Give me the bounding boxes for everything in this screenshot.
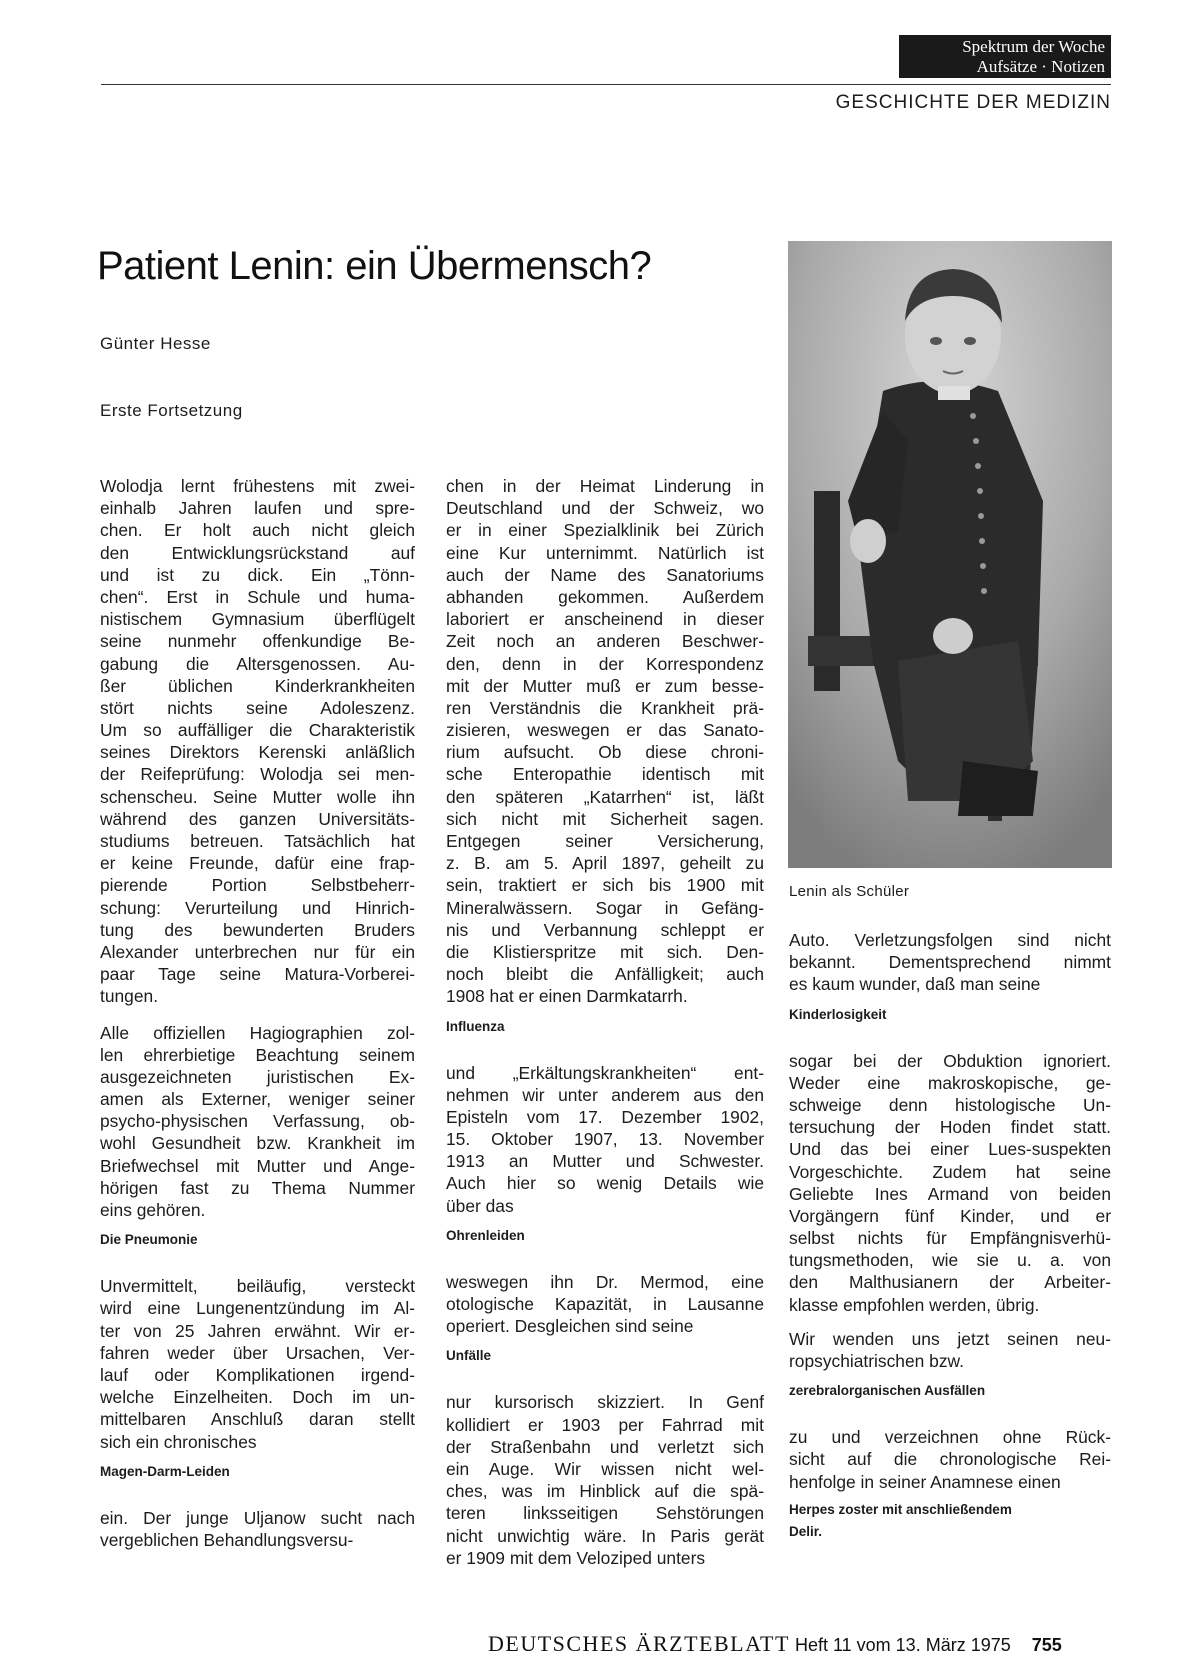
text-line: klasse empfohlen werden, übrig. xyxy=(789,1294,1040,1315)
text-line: Geliebte Ines Armand von beiden xyxy=(789,1183,1111,1204)
text-line: Vorgängern fünf Kinder, und er xyxy=(789,1205,1111,1226)
subheading: Delir. xyxy=(789,1523,823,1539)
text-line: nistischem Gymnasium überflügelt xyxy=(100,609,415,630)
text-line: psycho-physischen Verfassung, ob- xyxy=(100,1111,415,1132)
text-line: schenscheu. Seine Mutter wolle ihn xyxy=(100,786,415,807)
paragraph xyxy=(100,1022,415,1222)
subheading: zerebralorganischen Ausfällen xyxy=(789,1383,986,1399)
text-line: otologische Kapazität, in Lausanne xyxy=(446,1294,764,1314)
page-footer xyxy=(488,1631,1062,1657)
text-line: den späteren „Katarrhen“ ist, läßt xyxy=(446,786,764,807)
text-line: sicht auf die chronologische Rei- xyxy=(789,1449,1111,1470)
portrait-illustration xyxy=(788,241,1112,868)
text-line: sogar bei der Obduktion ignoriert. xyxy=(789,1050,1111,1071)
text-line: ßer üblichen Kinderkrankheiten xyxy=(100,675,415,696)
text-line: fahren weder über Ursachen, Ver- xyxy=(100,1342,415,1363)
text-line: lauf oder Komplikationen irgend- xyxy=(100,1364,415,1385)
paragraph xyxy=(789,1050,1111,1316)
subheading: Ohrenleiden xyxy=(446,1227,525,1243)
subheading: Magen-Darm-Leiden xyxy=(100,1463,230,1479)
text-line: mit der Mutter muß er zum besse- xyxy=(446,675,764,696)
paragraph xyxy=(446,1062,764,1217)
text-line: z. B. am 5. April 1897, geheilt zu xyxy=(446,853,764,874)
paragraph xyxy=(789,1328,1111,1372)
text-line: Alexander unterbrechen nur für ein xyxy=(100,941,415,962)
paragraph xyxy=(100,1507,415,1551)
text-line: die Klistierspritze mit sich. Den- xyxy=(446,941,764,962)
issue-info: Heft 11 vom 13. März 1975 xyxy=(794,1635,1011,1655)
page-number: 755 xyxy=(1031,1635,1062,1655)
text-line: tung des bewunderten Bruders xyxy=(100,919,415,940)
text-line: 15. Oktober 1907, 13. November xyxy=(446,1129,764,1150)
text-line: schweige denn histologische Un- xyxy=(789,1094,1111,1115)
text-line: schung: Verurteilung und Hinrich- xyxy=(100,897,415,918)
text-line: sein, traktiert er sich bis 1900 mit xyxy=(446,875,764,896)
text-line: ropsychiatrischen bzw. xyxy=(789,1351,964,1371)
text-line: ein. Der junge Uljanow sucht nach xyxy=(100,1507,415,1528)
text-line: zisieren, weswegen er das Sanato- xyxy=(446,720,764,741)
text-line: sich ein chronisches xyxy=(100,1431,257,1452)
badge-line-2: Aufsätze · Notizen xyxy=(976,57,1105,76)
text-line: tungsmethoden, wie sie u. a. von xyxy=(789,1250,1111,1271)
text-line: eins gehören. xyxy=(100,1200,206,1220)
text-line: eine Kur unternimmt. Natürlich ist xyxy=(446,542,764,563)
text-line: ter von 25 Jahren erwähnt. Wir er- xyxy=(100,1320,415,1341)
text-line: Zeit noch an anderen Beschwer- xyxy=(446,631,764,652)
text-line: Um so auffälliger die Charakteristik xyxy=(100,720,415,741)
text-line: den Entwicklungsrückstand auf xyxy=(100,542,415,563)
text-line: chen. Er holt auch nicht gleich xyxy=(100,520,415,541)
subheading: Die Pneumonie xyxy=(100,1232,198,1248)
article-title: Patient Lenin: ein Übermensch? xyxy=(97,244,652,288)
subheading: Herpes zoster mit anschließendem xyxy=(789,1501,1012,1517)
text-line: Vorgeschichte. Zudem hat seine xyxy=(789,1161,1111,1182)
text-line: seines Direktors Kerenski anläßlich xyxy=(100,742,415,763)
paragraph xyxy=(789,1426,1111,1493)
text-line: vergeblichen Behandlungsversu- xyxy=(100,1529,354,1550)
text-line: stört nichts seine Adoleszenz. xyxy=(100,697,415,718)
subheading: Kinderlosigkeit xyxy=(789,1006,887,1022)
text-line: und ist zu dick. Ein „Tönn- xyxy=(100,564,415,585)
text-line: Und das bei einer Lues-suspekten xyxy=(789,1139,1111,1160)
portrait-photo xyxy=(788,241,1112,868)
text-line: Auch hier so wenig Details wie xyxy=(446,1173,764,1194)
text-line: operiert. Desgleichen sind seine xyxy=(446,1316,694,1337)
text-line: noch bleibt die Anfälligkeit; auch xyxy=(446,964,764,985)
text-line: henfolge in seiner Anamnese einen xyxy=(789,1471,1061,1492)
text-line: nicht unwichtig wäre. In Paris gerät xyxy=(446,1525,764,1546)
text-line: ren Verständnis die Krankheit prä- xyxy=(446,697,764,718)
text-line: Alle offiziellen Hagiographien zol- xyxy=(100,1022,415,1043)
subheading: Influenza xyxy=(446,1018,505,1034)
text-line: abhanden gekommen. Außerdem xyxy=(446,586,764,607)
text-line: er 1909 mit dem Veloziped unters xyxy=(446,1547,706,1568)
text-line: amen als Externer, weniger seiner xyxy=(100,1089,415,1110)
text-line: kollidiert er 1903 per Fahrrad mit xyxy=(446,1414,764,1435)
text-line: nis und Verbannung schleppt er xyxy=(446,919,764,940)
text-line: ein Auge. Wir wissen nicht wel- xyxy=(446,1458,764,1479)
text-line: laboriert er anscheinend in dieser xyxy=(446,609,764,630)
text-line: Deutschland und der Schweiz, wo xyxy=(446,498,764,519)
text-line: über das xyxy=(446,1195,514,1216)
text-line: ches, was im Hinblick auf die spä- xyxy=(446,1481,764,1502)
badge-line-1: Spektrum der Woche xyxy=(962,37,1105,56)
text-line: einhalb Jahren laufen und spre- xyxy=(100,498,415,519)
text-line: nehmen wir unter anderem aus den xyxy=(446,1084,764,1105)
text-line: studiums betreuen. Tatsächlich hat xyxy=(100,831,415,851)
text-line: rium aufsucht. Ob diese chroni- xyxy=(446,742,764,763)
text-line: der Reifeprüfung: Wolodja sei men- xyxy=(100,764,415,785)
journal-masthead: DEUTSCHES ÄRZTEBLATT xyxy=(488,1631,790,1656)
text-line: Auto. Verletzungsfolgen sind nicht xyxy=(789,930,1111,950)
section-badge xyxy=(899,35,1111,78)
paragraph xyxy=(100,475,415,1008)
text-line: teren linksseitigen Sehstörungen xyxy=(446,1503,764,1524)
text-line: sich nicht mit Sicherheit sagen. xyxy=(446,808,764,829)
text-line: zu und verzeichnen ohne Rück- xyxy=(789,1427,1111,1448)
header-rule xyxy=(101,84,1111,85)
text-line: Episteln vom 17. Dezember 1902, xyxy=(446,1106,764,1127)
text-line: auch der Name des Sanatoriums xyxy=(446,564,764,585)
paragraph xyxy=(446,475,764,1008)
text-line: Briefwechsel mit Mutter und Ange- xyxy=(100,1155,415,1176)
text-line: pierende Portion Selbstbeherr- xyxy=(100,875,415,896)
text-line: gabung die Altersgenossen. Au- xyxy=(100,653,415,674)
text-line: den, denn in der Korrespondenz xyxy=(446,653,764,674)
text-line: chen in der Heimat Linderung in xyxy=(446,476,764,496)
text-line: Wolodja lernt frühestens mit zwei- xyxy=(100,476,415,496)
column-1 xyxy=(100,475,415,1551)
text-line: 1913 an Mutter und Schwester. xyxy=(446,1151,764,1172)
text-line: hörigen fast zu Thema Nummer xyxy=(100,1177,415,1198)
text-line: er in einer Spezialklinik bei Zürich xyxy=(446,520,764,541)
text-line: seine nunmehr offenkundige Be- xyxy=(100,631,415,652)
text-line: weswegen ihn Dr. Mermod, eine xyxy=(446,1271,764,1292)
text-line: paar Tage seine Matura-Vorberei- xyxy=(100,964,415,985)
text-line: len ehrerbietige Beachtung seinem xyxy=(100,1044,415,1065)
author-name: Günter Hesse xyxy=(100,334,211,353)
text-line: er keine Freunde, dafür eine frap- xyxy=(100,853,415,874)
text-line: ausgezeichneten juristischen Ex- xyxy=(100,1066,415,1087)
text-line: Weder eine makroskopische, ge- xyxy=(789,1072,1111,1093)
section-heading: GESCHICHTE DER MEDIZIN xyxy=(835,92,1111,113)
column-2 xyxy=(446,475,764,1569)
paragraph xyxy=(789,929,1111,996)
text-line: chen“. Erst in Schule und huma- xyxy=(100,586,415,607)
text-line: welche Einzelheiten. Doch im un- xyxy=(100,1387,415,1408)
text-line: Entgegen seiner Versicherung, xyxy=(446,831,764,851)
article-subtitle: Erste Fortsetzung xyxy=(100,401,243,420)
paragraph xyxy=(446,1391,764,1569)
text-line: selbst nichts für Empfängnisverhü- xyxy=(789,1228,1111,1249)
text-line: tersuchung der Hoden findet statt. xyxy=(789,1117,1111,1138)
text-line: sche Enteropathie identisch mit xyxy=(446,764,764,785)
text-line: es kaum wunder, daß man seine xyxy=(789,974,1041,995)
text-line: Mineralwässern. Sogar in Gefäng- xyxy=(446,897,764,918)
text-line: während des ganzen Universitäts- xyxy=(100,808,415,829)
paragraph xyxy=(446,1271,764,1338)
column-3 xyxy=(789,929,1111,1543)
text-line: wohl Gesundheit bzw. Krankheit im xyxy=(100,1133,415,1154)
text-line: Unvermittelt, beiläufig, versteckt xyxy=(100,1276,415,1297)
text-line: Wir wenden uns jetzt seinen neu- xyxy=(789,1328,1111,1349)
text-line: nur kursorisch skizziert. In Genf xyxy=(446,1392,764,1413)
text-line: der Straßenbahn und verletzt sich xyxy=(446,1436,764,1457)
text-line: mittelbaren Anschluß daran stellt xyxy=(100,1409,415,1430)
text-line: den Malthusianern der Arbeiter- xyxy=(789,1272,1111,1293)
paragraph xyxy=(100,1275,415,1453)
text-line: und „Erkältungskrankheiten“ ent- xyxy=(446,1062,764,1083)
text-line: 1908 hat er einen Darmkatarrh. xyxy=(446,986,688,1007)
text-line: tungen. xyxy=(100,986,159,1007)
photo-caption: Lenin als Schüler xyxy=(789,883,910,900)
subheading: Unfälle xyxy=(446,1348,492,1364)
text-line: wird eine Lungenentzündung im Al- xyxy=(100,1298,415,1319)
text-line: bekannt. Dementsprechend nimmt xyxy=(789,952,1111,973)
